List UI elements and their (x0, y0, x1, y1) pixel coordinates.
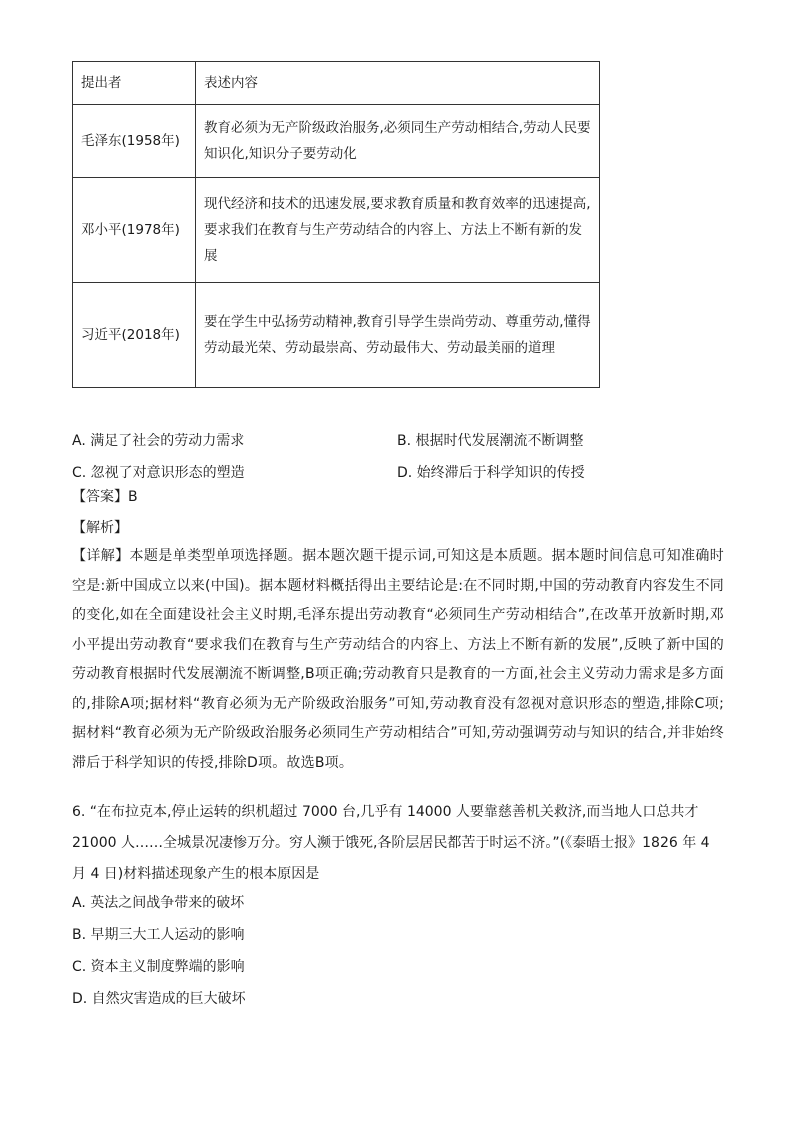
material-table (72, 61, 600, 388)
answer-label: 【答案】B (72, 489, 138, 505)
q5-options-row (72, 456, 732, 488)
q5-option-d: D. 始终滞后于科学知识的传授 (397, 465, 585, 481)
q5-option-c: C. 忽视了对意识形态的塑造 (72, 465, 245, 481)
q6-option-a: A. 英法之间战争带来的破坏 (72, 895, 245, 911)
table-cell-speaker: 毛泽东(1958年) (73, 105, 196, 178)
table-cell-content: 教育必须为无产阶级政治服务,必须同生产劳动相结合,劳动人民要知识化,知识分子要劳动化 (196, 105, 600, 178)
table-header-content: 表述内容 (196, 62, 600, 105)
q5-options-row (72, 424, 732, 456)
q6-option-c: C. 资本主义制度弊端的影响 (72, 959, 245, 975)
q6-stem: 6. “在布拉克本,停止运转的织机超过 7000 台,几乎有 14000 人要靠慈善机关救济,而当地人口总共才 21000 人……全城景况凄惨万分。穷人濒于饿死,各阶层居民都苦于时运不济。”(《泰晤士报》1826 年 4 月 4 日)材料描述现象产生的根本原因是 (72, 804, 710, 882)
analysis-detail: 【详解】本题是单类型单项选择题。据本题次题干提示词,可知这是本质题。据本题时间信息可知准确时空是:新中国成立以来(中国)。据本题材料概括得出主要结论是:在不同时期,中国的劳动教育内容发生不同的变化,如在全面建设社会主义时期,毛泽东提出劳动教育“必须同生产劳动相结合”,在改革开放新时期,邓小平提出劳动教育“要求我们在教育与生产劳动结合的内容上、方法上不断有新的发展”,反映了新中国的劳动教育根据时代发展潮流不断调整,B项正确;劳动教育只是教育的一方面,社会主义劳动力需求是多方面的,排除A项;据材料“教育必须为无产阶级政治服务”可知,劳动教育没有忽视对意识形态的塑造,排除C项;据材料“教育必须为无产阶级政治服务必须同生产劳动相结合”可知,劳动强调劳动与知识的结合,并非始终滞后于科学知识的传授,排除D项。故选B项。 (72, 548, 724, 771)
analysis-label: 【解析】 (72, 520, 128, 536)
q6-option-d: D. 自然灾害造成的巨大破坏 (72, 991, 246, 1007)
q6-option-b: B. 早期三大工人运动的影响 (72, 927, 245, 943)
table-cell-content: 要在学生中弘扬劳动精神,教育引导学生崇尚劳动、尊重劳动,懂得劳动最光荣、劳动最崇高、劳动最伟大、劳动最美丽的道理 (196, 283, 600, 388)
table-cell-speaker: 习近平(2018年) (73, 283, 196, 388)
table-cell-content: 现代经济和技术的迅速发展,要求教育质量和教育效率的迅速提高,要求我们在教育与生产劳动结合的内容上、方法上不断有新的发展 (196, 178, 600, 283)
table-header-row (73, 62, 600, 105)
table-cell-speaker: 邓小平(1978年) (73, 178, 196, 283)
table-header-speaker: 提出者 (73, 62, 196, 105)
table-row (73, 105, 600, 178)
table-row (73, 178, 600, 283)
table-row (73, 283, 600, 388)
q5-option-b: B. 根据时代发展潮流不断调整 (397, 433, 584, 449)
q5-options (72, 424, 732, 488)
q5-option-a: A. 满足了社会的劳动力需求 (72, 433, 245, 449)
